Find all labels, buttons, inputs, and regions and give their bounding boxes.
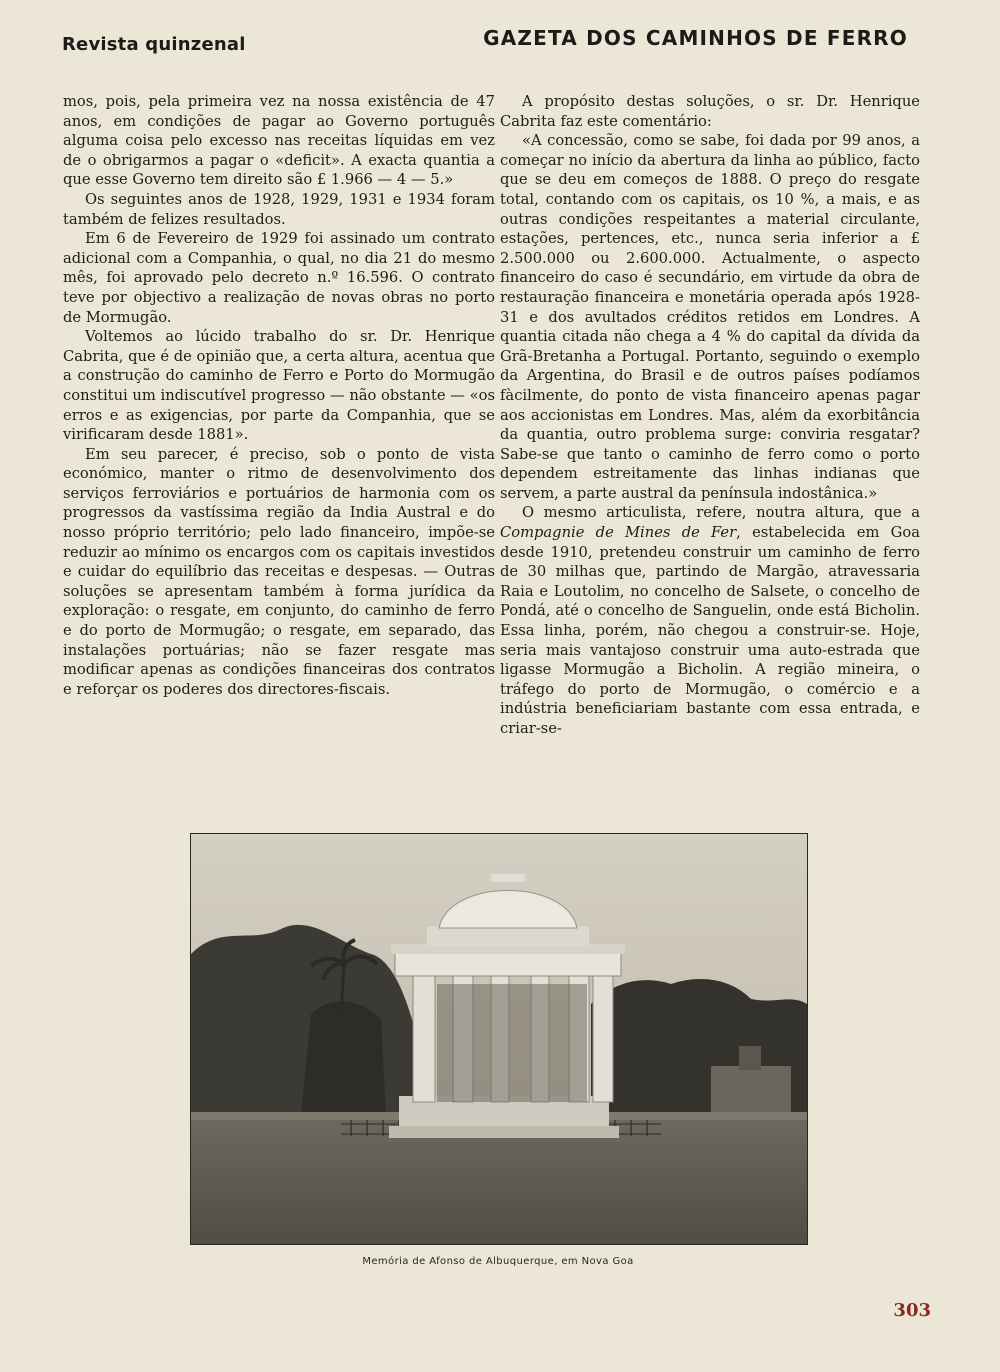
monument-photo: [190, 833, 808, 1245]
paragraph: Os seguintes anos de 1928, 1929, 1931 e 1934 foram também de felizes resultados.: [63, 190, 495, 228]
paragraph: mos, pois, pela primeira vez na nossa existência de 47 anos, em condições de pagar ao Governo português alguma coisa pelo excesso nas receitas líquidas em vez de o obrigarmos a pagar o «deficit». A exacta quantia a que esse Governo tem direito são £ 1.966 — 4 — 5.»: [63, 93, 495, 189]
paragraph: Em seu parecer, é preciso, sob o ponto de vista económico, manter o ritmo de desenvolvimento dos serviços ferroviários e portuários de harmonia com os progressos da vastíssima região da India Austral e do nosso próprio território; pelo lado financeiro, impõe-se reduzir ao mínimo os encargos com os capitais investidos e cuidar do equilíbrio das receitas e despesas. — Outras soluções se apresentam também à forma jurídica da exploração: o resgate, em conjunto, do caminho de ferro e do porto de Mormugão; o resgate, em separado, das instalações portuárias; não se fazer resgate mas modificar apenas as condições financeiras dos contratos e reforçar os poderes dos directores-fiscais.: [63, 445, 495, 698]
paragraph: A propósito destas soluções, o sr. Dr. Henrique Cabrita faz este comentário:: [500, 93, 920, 130]
photo-caption: Memória de Afonso de Albuquerque, em Nova Goa: [362, 1256, 634, 1267]
running-header-left: Revista quinzenal: [62, 34, 246, 55]
left-column: [63, 92, 495, 699]
company-name: Compagnie de Mines de Fer: [500, 524, 737, 542]
text-run: O mesmo articulista, refere, noutra altura, que a: [522, 504, 920, 522]
paragraph: [500, 503, 920, 738]
text-run: , estabelecida em Goa desde 1910, pretendeu construir um caminho de ferro de 30 milhas que, partindo de Margão, atravessaria Raia e Loutolim, no concelho de Salsete, o concelho de Pondá, até o concelho de Sanguelin, onde está Bicholin. Essa linha, porém, não chegou a construir-se. Hoje, seria mais vantajoso construir uma auto-estrada que ligasse Mormugão a Bicholin. A região mineira, o tráfego do porto de Mormugão, o comércio e a indústria beneficiariam bastante com essa entrada, e criar-se-: [500, 524, 920, 737]
paragraph: Voltemos ao lúcido trabalho do sr. Dr. Henrique Cabrita, que é de opinião que, a certa altura, acentua que a construção do caminho de Ferro e Porto do Mormugão constitui um indiscutível progresso — não obstante — «os erros e as exigencias, por parte da Companhia, que se virificaram desde 1881».: [63, 328, 495, 444]
paragraph: «A concessão, como se sabe, foi dada por 99 anos, a começar no início da abertura da linha ao público, facto que se deu em começos de 1888. O preço do resgate total, contando com os capitais, os 10 %, a mais, e as outras condições respeitantes a material circulante, estações, pertences, etc., nunca seria inferior a £ 2.500.000 ou 2.600.000. Actualmente, o aspecto financeiro do caso é secundário, em virtude da obra de restauração financeira e monetária operada após 1928-31 e dos avultados créditos retidos em Londres. A quantia citada não chega a 4 % do capital da dívida da Grã-Bretanha a Portugal. Portanto, seguindo o exemplo da Argentina, do Brasil e de outros países podíamos fàcilmente, do ponto de vista financeiro apenas pagar aos accionistas em Londres. Mas, além da exorbitância da quantia, outro problema surge: conviria resgatar? Sabe-se que tanto o caminho de ferro como o porto dependem estreitamente das linhas indianas que servem, a parte austral da península indostânica.»: [500, 132, 920, 502]
running-header-title: GAZETA DOS CAMINHOS DE FERRO: [483, 26, 908, 50]
paragraph: Em 6 de Fevereiro de 1929 foi assinado um contrato adicional com a Companhia, o qual, no dia 21 do mesmo mês, foi aprovado pelo decreto n.º 16.596. O contrato teve por objectivo a realização de novas obras no porto de Mormugão.: [63, 230, 495, 326]
page-number: 303: [893, 1300, 931, 1321]
right-column: [500, 92, 920, 739]
